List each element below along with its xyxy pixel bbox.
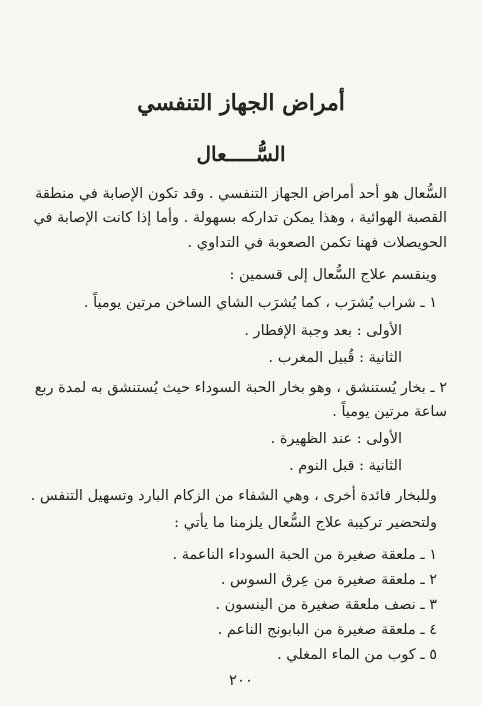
sub-list-item: الثانية : قبل النوم .: [289, 458, 402, 474]
list-item: ١ ـ شراب يُشرَب ، كما يُشرَب الشاي الساخن مرتين يومياً .: [83, 295, 437, 311]
section-title: السُّـــــعال: [196, 142, 286, 166]
paragraph-line: وللبخار فائدة أخرى ، وهي الشفاء من الزكام البارد وتسهيل التنفس .: [30, 488, 437, 504]
paragraph-line: الحويصلات فهنا تكمن الصعوبة في التداوي .: [187, 235, 447, 251]
sub-list-item: الأولى : عند الظهيرة .: [270, 431, 402, 447]
list-item-continuation: ساعة مرتين يومياً .: [332, 404, 447, 420]
ingredient-item: ٢ ـ ملعقة صغيرة من عِرق السوس .: [220, 572, 437, 588]
chapter-title: أمراض الجهاز التنفسي: [137, 90, 345, 116]
sub-list-item: الثانية : قُبيل المغرب .: [268, 350, 402, 366]
paragraph-line: ولتحضير تركيبة علاج السُّعال يلزمنا ما يأتي :: [174, 515, 437, 531]
paragraph-line: السُّعال هو أحد أمراض الجهاز التنفسي . وقد تكون الإصابة في منطقة: [35, 186, 447, 202]
ingredient-item: ٣ ـ نصف ملعقة صغيرة من الينسون .: [215, 597, 437, 613]
sub-list-item: الأولى : بعد وجبة الإفطار .: [244, 323, 402, 339]
paragraph-line: القصبة الهوائية ، وهذا يمكن تداركه بسهولة . وأما إذا كانت الإصابة في: [33, 210, 447, 226]
ingredient-item: ١ ـ ملعقة صغيرة من الحبة السوداء الناعمة .: [172, 547, 437, 563]
page-number: ٢٠٠: [228, 671, 254, 689]
ingredient-item: ٥ ـ كوب من الماء المغلي .: [277, 647, 437, 663]
list-item: ٢ ـ بخار يُستنشق ، وهو بخار الحبة السوداء حيث يُستنشق به لمدة ربع: [34, 380, 447, 396]
paragraph-line: وينقسم علاج السُّعال إلى قسمين :: [229, 267, 437, 283]
ingredient-item: ٤ ـ ملعقة صغيرة من البابونج الناعم .: [217, 622, 437, 638]
